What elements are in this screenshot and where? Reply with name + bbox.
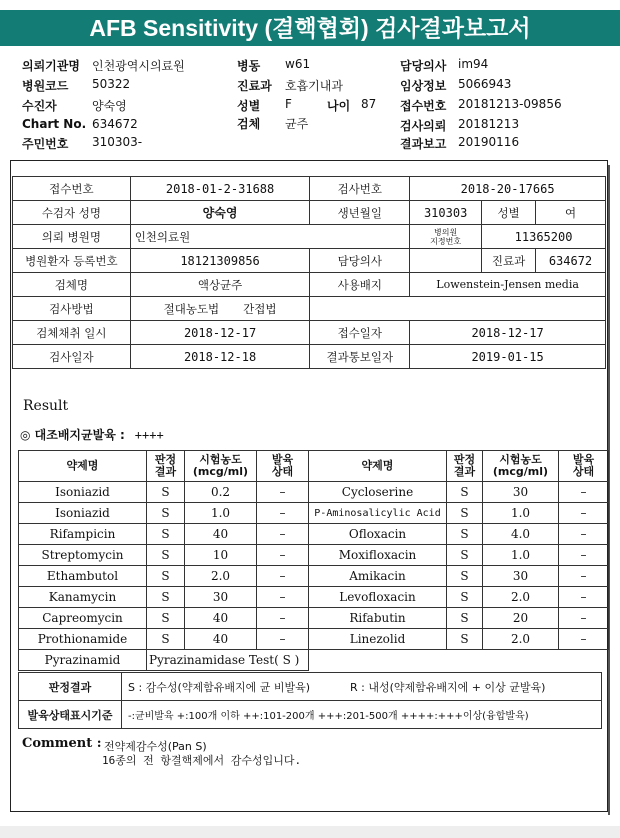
drug-cell-drug: Ethambutol [19, 566, 147, 587]
method-value: 절대농도법 간접법 [130, 297, 310, 321]
pyrazinamidase-test: Pyrazinamidase Test( S ) [147, 650, 309, 671]
col-judgment: 판정 결과 [147, 451, 185, 482]
drug-cell-conc: 1.0 [483, 545, 559, 566]
drug-cell-result: S [447, 545, 483, 566]
specimen-label: 검체명 [13, 273, 131, 297]
header-patient: 수진자 양숙영 [22, 99, 127, 113]
designated-label: 병의원 지정번호 [410, 225, 482, 249]
medium-value: Lowenstein-Jensen media [410, 273, 606, 297]
drug-cell-result: S [147, 587, 185, 608]
legend-table [18, 672, 602, 729]
patient-name-value: 양숙영 [130, 201, 310, 225]
col-drug: 약제명 [309, 451, 447, 482]
doctor-label: 담당의사 [310, 249, 410, 273]
drug-cell-conc: 20 [483, 608, 559, 629]
drug-cell-conc: 30 [483, 482, 559, 503]
method-blank [310, 297, 606, 321]
result-title: Result [23, 398, 69, 414]
birth-label: 생년월일 [310, 201, 410, 225]
drug-cell-result: S [447, 629, 483, 650]
sex-value: 여 [536, 201, 606, 225]
dept-label: 진료과 [482, 249, 536, 273]
table-row [19, 524, 609, 545]
drug-cell-result: S [447, 608, 483, 629]
drug-cell-drug: Rifabutin [309, 608, 447, 629]
col-growth: 발육 상태 [559, 451, 609, 482]
drug-cell-drug: Ofloxacin [309, 524, 447, 545]
drug-cell-drug: Isoniazid [19, 482, 147, 503]
header-sex: 성별 F [237, 97, 292, 113]
drug-cell-drug: Isoniazid [19, 503, 147, 524]
reported-label: 결과통보일자 [310, 345, 410, 369]
patient-name-label: 수검자 성명 [13, 201, 131, 225]
tested-value: 2018-12-18 [130, 345, 310, 369]
table-row [19, 482, 609, 503]
drug-cell-conc: 40 [185, 524, 257, 545]
drug-cell-result: S [147, 524, 185, 545]
drug-cell-conc: 1.0 [483, 503, 559, 524]
table-row [19, 545, 609, 566]
drug-cell-conc: 2.0 [483, 587, 559, 608]
receipt-no-value: 2018-01-2-31688 [130, 177, 310, 201]
header-hospital-code: 병원코드 50322 [22, 77, 131, 93]
col-judgment: 판정 결과 [447, 451, 483, 482]
report-title: AFB Sensitivity (결핵협회) 검사결과보고서 [0, 10, 620, 46]
drug-cell-conc: 10 [185, 545, 257, 566]
medium-label: 사용배지 [310, 273, 410, 297]
drug-cell-drug: Cycloserine [309, 482, 447, 503]
receipt-no-label: 접수번호 [13, 177, 131, 201]
table-row [19, 629, 609, 650]
exam-no-value: 2018-20-17665 [410, 177, 606, 201]
table-row [19, 503, 609, 524]
received-label: 접수일자 [310, 321, 410, 345]
comment-label: Comment : [22, 736, 102, 751]
drug-cell-result: S [447, 503, 483, 524]
dept-value: 634672 [536, 249, 606, 273]
col-drug: 약제명 [19, 451, 147, 482]
drug-cell-growth: – [257, 503, 309, 524]
comment-line-1: 전약제감수성(Pan S) [104, 740, 207, 753]
drug-cell-drug: Amikacin [309, 566, 447, 587]
header-specimen: 검체 균주 [237, 117, 309, 131]
drug-cell-drug: P-Aminosalicylic Acid [309, 503, 447, 524]
comment-line-2: 16종의 전 항결핵제에서 감수성입니다. [102, 754, 302, 767]
tested-label: 검사일자 [13, 345, 131, 369]
drug-cell-conc: 40 [185, 608, 257, 629]
header-age: 나이 87 [327, 97, 377, 113]
header-report-date: 결과보고 20190116 [400, 135, 520, 151]
drug-cell-conc: 4.0 [483, 524, 559, 545]
collect-label: 검체채취 일시 [13, 321, 131, 345]
drug-table [18, 450, 609, 671]
header-chart-no: Chart No. 634672 [22, 117, 138, 131]
header-clinical-info: 임상정보 5066943 [400, 77, 512, 93]
drug-cell-growth: – [257, 587, 309, 608]
drug-cell-growth: – [257, 629, 309, 650]
table-row-pyrazinamide [19, 650, 609, 671]
drug-cell-result: S [147, 503, 185, 524]
drug-cell-drug: Kanamycin [19, 587, 147, 608]
method-label: 검사방법 [13, 297, 131, 321]
drug-cell-growth: – [559, 545, 609, 566]
drug-cell-drug: Linezolid [309, 629, 447, 650]
drug-cell-conc: 2.0 [185, 566, 257, 587]
drug-cell-conc: 30 [483, 566, 559, 587]
col-conc: 시험농도 (mcg/ml) [185, 451, 257, 482]
exam-no-label: 검사번호 [310, 177, 410, 201]
sex-label: 성별 [482, 201, 536, 225]
table-row [19, 587, 609, 608]
drug-cell-result: S [447, 482, 483, 503]
col-growth: 발육 상태 [257, 451, 309, 482]
drug-cell-result: S [447, 524, 483, 545]
growth-legend-label: 발육상태표시기준 [19, 701, 122, 729]
drug-cell-growth: – [559, 482, 609, 503]
drug-cell-conc: 2.0 [483, 629, 559, 650]
drug-cell-growth: – [559, 566, 609, 587]
drug-cell-growth: – [559, 608, 609, 629]
drug-cell-drug: Moxifloxacin [309, 545, 447, 566]
drug-cell-result: S [147, 629, 185, 650]
drug-cell-drug: Rifampicin [19, 524, 147, 545]
designated-value: 11365200 [482, 225, 606, 249]
info-table [12, 176, 606, 369]
drug-cell-growth: – [559, 629, 609, 650]
drug-cell-growth: – [559, 503, 609, 524]
drug-cell-result: S [447, 566, 483, 587]
growth-legend-text: -:균비발육 +:100개 이하 ++:101-200개 +++:201-500개 ++++:+++이상(융합발육) [122, 701, 602, 729]
drug-cell-result: S [147, 545, 185, 566]
judgment-legend-label: 판정결과 [19, 673, 122, 701]
reg-no-label: 병원환자 등록번호 [13, 249, 131, 273]
header-request-date: 검사의뢰 20181213 [400, 117, 520, 133]
drug-cell-growth: – [257, 608, 309, 629]
specimen-value: 액상균주 [130, 273, 310, 297]
drug-cell-drug: Pyrazinamid [19, 650, 147, 671]
comment [22, 736, 302, 767]
drug-cell-growth: – [559, 524, 609, 545]
drug-cell-drug: Capreomycin [19, 608, 147, 629]
doctor-value [410, 249, 482, 273]
drug-cell-conc: 0.2 [185, 482, 257, 503]
reported-value: 2019-01-15 [410, 345, 606, 369]
drug-cell-result: S [147, 608, 185, 629]
header-doctor: 담당의사 im94 [400, 57, 489, 73]
table-row [19, 608, 609, 629]
drug-cell-growth: – [257, 545, 309, 566]
drug-cell-conc: 30 [185, 587, 257, 608]
header-ward: 병동 w61 [237, 57, 311, 73]
header-department: 진료과 호흡기내과 [237, 79, 343, 93]
received-value: 2018-12-17 [410, 321, 606, 345]
header-resident-no: 주민번호 310303- [22, 135, 143, 151]
hospital-value: 인천의료원 [130, 225, 409, 249]
reg-no-value: 18121309856 [130, 249, 310, 273]
drug-cell-drug: Streptomycin [19, 545, 147, 566]
header-receipt-no: 접수번호 20181213-09856 [400, 97, 562, 113]
drug-cell-growth: – [559, 587, 609, 608]
drug-cell-growth: – [257, 524, 309, 545]
drug-cell-conc: 40 [185, 629, 257, 650]
hospital-label: 의뢰 병원명 [13, 225, 131, 249]
drug-cell-growth: – [257, 566, 309, 587]
drug-cell-growth: – [257, 482, 309, 503]
drug-cell-drug: Levofloxacin [309, 587, 447, 608]
drug-cell-drug: Prothionamide [19, 629, 147, 650]
drug-cell-conc: 1.0 [185, 503, 257, 524]
header-institution: 의뢰기관명 인천광역시의료원 [22, 59, 185, 73]
collect-value: 2018-12-17 [130, 321, 310, 345]
control-growth: ◎ 대조배지균발육 : ++++ [20, 428, 164, 442]
drug-cell-result: S [447, 587, 483, 608]
judgment-legend-text: S : 감수성(약제함유배지에 균 비발육) R : 내성(약제함유배지에 + 이상 균발육) [122, 673, 602, 701]
bottom-strip [0, 826, 620, 838]
drug-cell-result: S [147, 566, 185, 587]
table-row [19, 566, 609, 587]
col-conc: 시험농도 (mcg/ml) [483, 451, 559, 482]
drug-cell-result: S [147, 482, 185, 503]
birth-value: 310303 [410, 201, 482, 225]
